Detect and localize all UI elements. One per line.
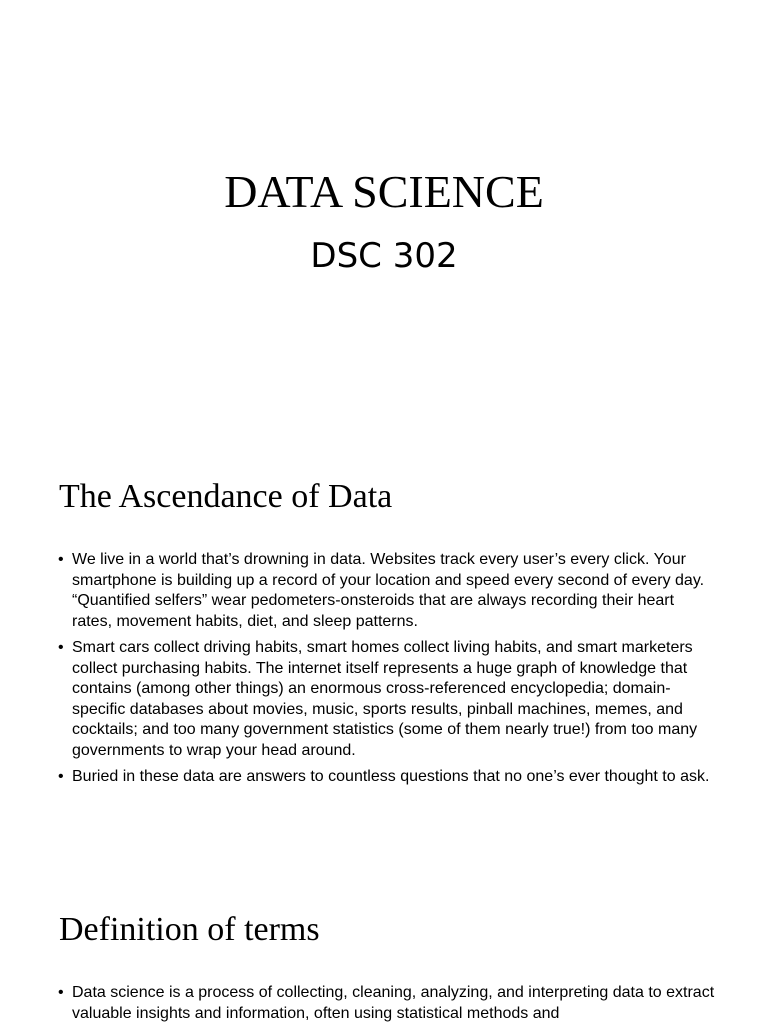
bullet-text: Data science is a process of collecting, cleaning, analyzing, and interpreting data to extract valuable insights and information, often using statistical methods and	[72, 984, 715, 1022]
bullet-item	[58, 767, 718, 788]
definition-slide	[0, 870, 768, 1024]
bullet-list	[58, 983, 718, 1030]
bullet-icon: •	[58, 551, 64, 568]
bullet-text: We live in a world that’s drowning in data. Websites track every user’s every click. Your smartphone is building up a record of your location and speed every second of every day. “Quantified selfers” wear pedometers-onsteroids that are always recording their heart rates, movement habits, diet, and sleep patterns.	[72, 551, 705, 630]
slide-heading: Definition of terms	[59, 911, 320, 948]
bullet-text: Smart cars collect driving habits, smart homes collect living habits, and smart marketers collect purchasing habits. The internet itself represents a huge graph of knowledge that contains (among other things) an enormous cross-referenced encyclopedia; domain-specific databases about movies, music, sports results, pinball machines, memes, and cocktails; and too many government statistics (some of them nearly true!) from too many governments to wrap your head around.	[72, 639, 698, 759]
slide-subtitle: DSC 302	[310, 236, 458, 276]
bullet-list	[58, 550, 718, 794]
ascendance-slide	[0, 440, 768, 860]
bullet-icon: •	[58, 639, 64, 656]
bullet-icon: •	[58, 984, 64, 1001]
bullet-icon: •	[58, 768, 64, 785]
slide-heading: The Ascendance of Data	[59, 478, 393, 515]
bullet-item	[58, 983, 718, 1024]
bullet-text: Buried in these data are answers to countless questions that no one’s ever thought to ask.	[72, 768, 710, 785]
slide-title: DATA SCIENCE	[224, 166, 544, 217]
bullet-item	[58, 638, 718, 761]
title-slide	[0, 0, 768, 432]
bullet-item	[58, 550, 718, 632]
